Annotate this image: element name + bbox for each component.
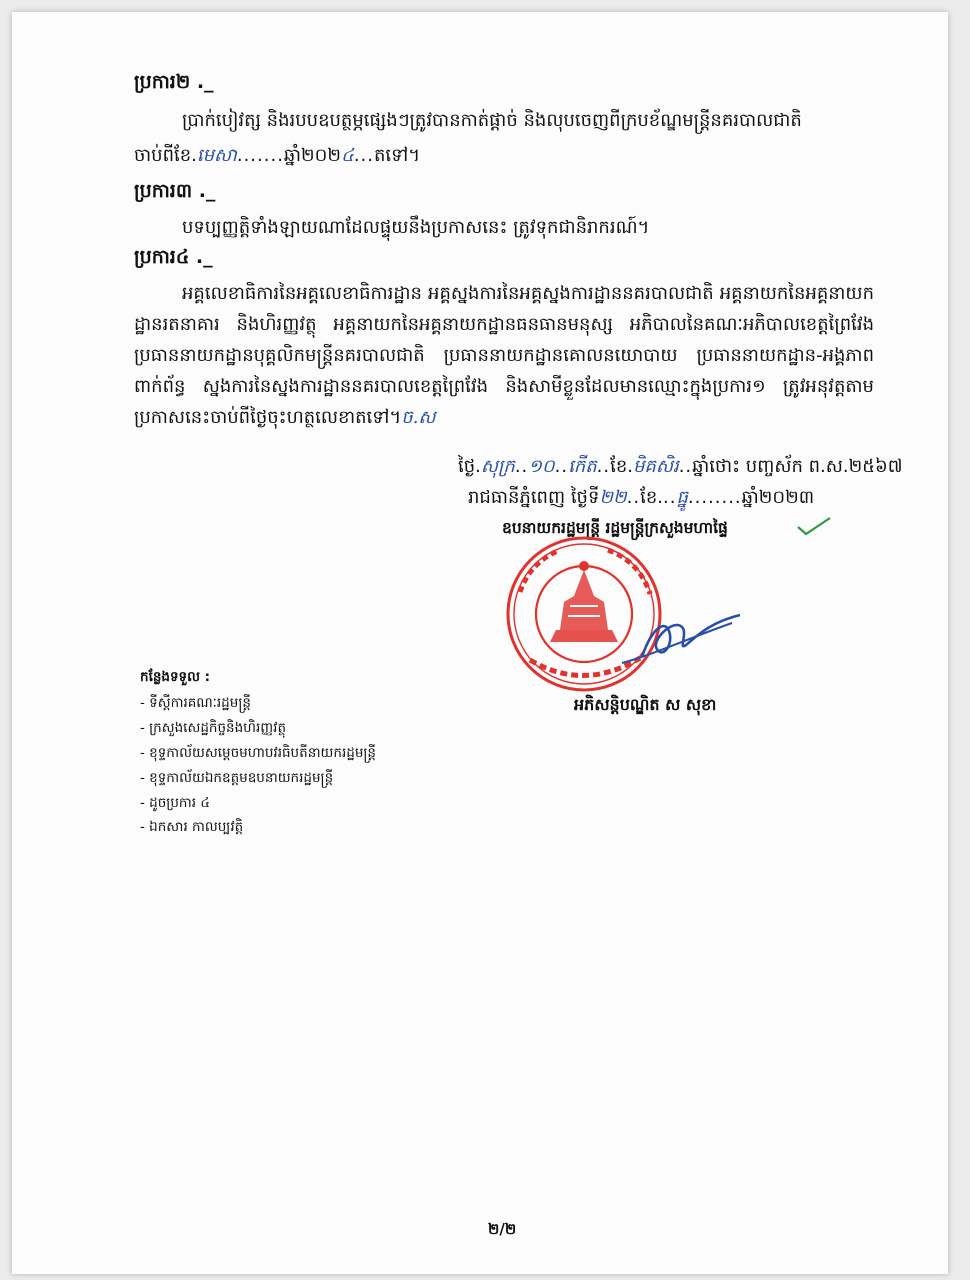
document-page — [12, 12, 948, 1274]
page-number: ២/២ — [488, 1220, 517, 1238]
recipient-item: - ឯកសារ កាលប្បវត្តិ — [140, 819, 244, 835]
solar-date: រាជធានីភ្នំពេញ ថ្ងៃទី២២..ខែ...ធ្នូ........ឆ្នាំ២០២៣ — [468, 487, 815, 508]
recipient-item: - ទីស្តីការគណៈរដ្ឋមន្ត្រី — [140, 695, 251, 711]
article-3-heading: ប្រការ៣ ._ — [134, 180, 216, 202]
recipient-item: - ខុទ្ទកាល័យសម្តេចមហាបវរធិបតីនាយករដ្ឋមន្ត្រី — [140, 745, 376, 761]
article-2-heading: ប្រការ២ ._ — [134, 71, 214, 93]
handwritten-signature — [612, 597, 752, 677]
recipient-item: - ខុទ្ទកាល័យឯកឧត្តមឧបនាយករដ្ឋមន្ត្រី — [140, 770, 334, 786]
recipient-item: - ក្រសួងសេដ្ឋកិច្ចនិងហិរញ្ញវត្ថុ — [140, 720, 287, 736]
handwritten-year-digit: ៤ — [341, 145, 354, 166]
handwritten-note: ច.ស — [401, 407, 436, 428]
article-2-line-1: ប្រាក់បៀវត្ស និងរបបឧបត្ថម្ភផ្សេងៗត្រូវបានកាត់ផ្តាច់ និងលុបចេញពីក្របខ័ណ្ឌមន្ត្រីនគរបាលជាតិ — [182, 110, 802, 131]
article-4-heading: ប្រការ៤ ._ — [134, 246, 213, 268]
article-4-text: អគ្គលេខាធិការនៃអគ្គលេខាធិការដ្ឋាន អគ្គស្នងការនៃអគ្គស្នងការដ្ឋាននគរបាលជាតិ អគ្គនាយកនៃអគ្គនាយកដ្ឋានរតនាគារ និងហិរញ្ញវត្ថុ អគ្គនាយកនៃអគ្គនាយកដ្ឋានធនធានមនុស្ស អភិបាលនៃគណៈអភិបាលខេត្តព្រៃវែង ប្រធាននាយកដ្ឋានបុគ្គលិកមន្ត្រីនគរបាលជាតិ ប្រធាននាយកដ្ឋានគោលនយោបាយ ប្រធាននាយកដ្ឋាន-អង្គភាពពាក់ព័ន្ធ ស្នងការនៃស្នងការដ្ឋាននគរបាលខេត្តព្រៃវែង និងសាមីខ្លួនដែលមានឈ្មោះក្នុងប្រការ១ ត្រូវអនុវត្តតាមប្រកាសនេះចាប់ពីថ្ងៃចុះហត្ថលេខាតទៅ។ច.ស — [134, 283, 874, 428]
article-3-text: បទប្បញ្ញត្តិទាំងឡាយណាដែលផ្ទុយនឹងប្រកាសនេះ ត្រូវទុកជានិរាករណ៍។ — [182, 217, 650, 238]
check-mark-icon — [794, 515, 834, 537]
signatory-title: ឧបនាយករដ្ឋមន្ត្រី រដ្ឋមន្ត្រីក្រសួងមហាផ្ទៃ — [502, 519, 728, 537]
article-2-line-2: ចាប់ពីខែ.មេសា.......ឆ្នាំ២០២៤...តទៅ។ — [134, 145, 421, 166]
recipients-heading: កន្លែងទទួល : — [140, 669, 211, 685]
signatory-name: អភិសន្តិបណ្ឌិត ស សុខា — [574, 695, 717, 714]
handwritten-month: មេសា — [196, 145, 237, 166]
lunar-date: ថ្ងៃ.សុក្រ..១០..កើត..ខែ.មិគសិរ..ឆ្នាំថោះ បញ្ចស័ក ព.ស.២៥៦៧ — [458, 456, 903, 477]
recipient-item: - ដូចប្រការ ៤ — [140, 795, 210, 811]
